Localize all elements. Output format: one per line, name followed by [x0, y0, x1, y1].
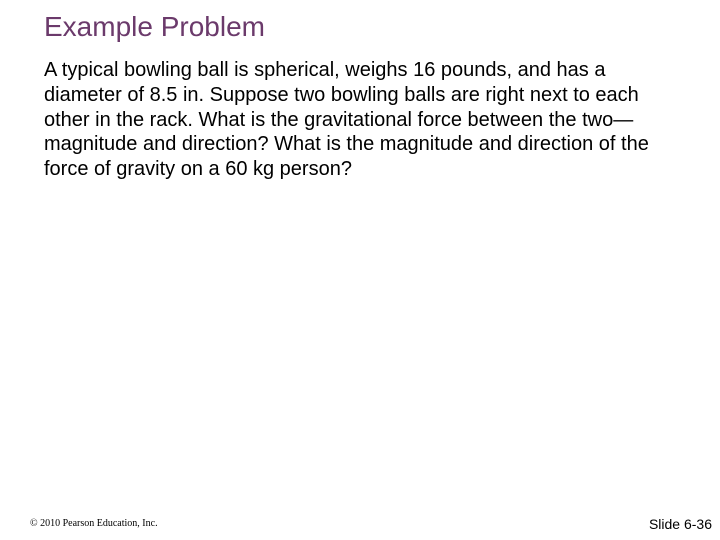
- slide-title: Example Problem: [44, 11, 265, 42]
- problem-text: A typical bowling ball is spherical, weighs 16 pounds, and has a diameter of 8.5 in. Suppose two bowling balls are right next to each other in the rack. What is the gravitational force between the two—magnitude and direction? What is the magnitude and direction of the force of gravity on a 60 kg person?: [44, 59, 649, 181]
- copyright-notice: © 2010 Pearson Education, Inc.: [30, 518, 158, 529]
- slide-number: Slide 6-36: [648, 516, 712, 532]
